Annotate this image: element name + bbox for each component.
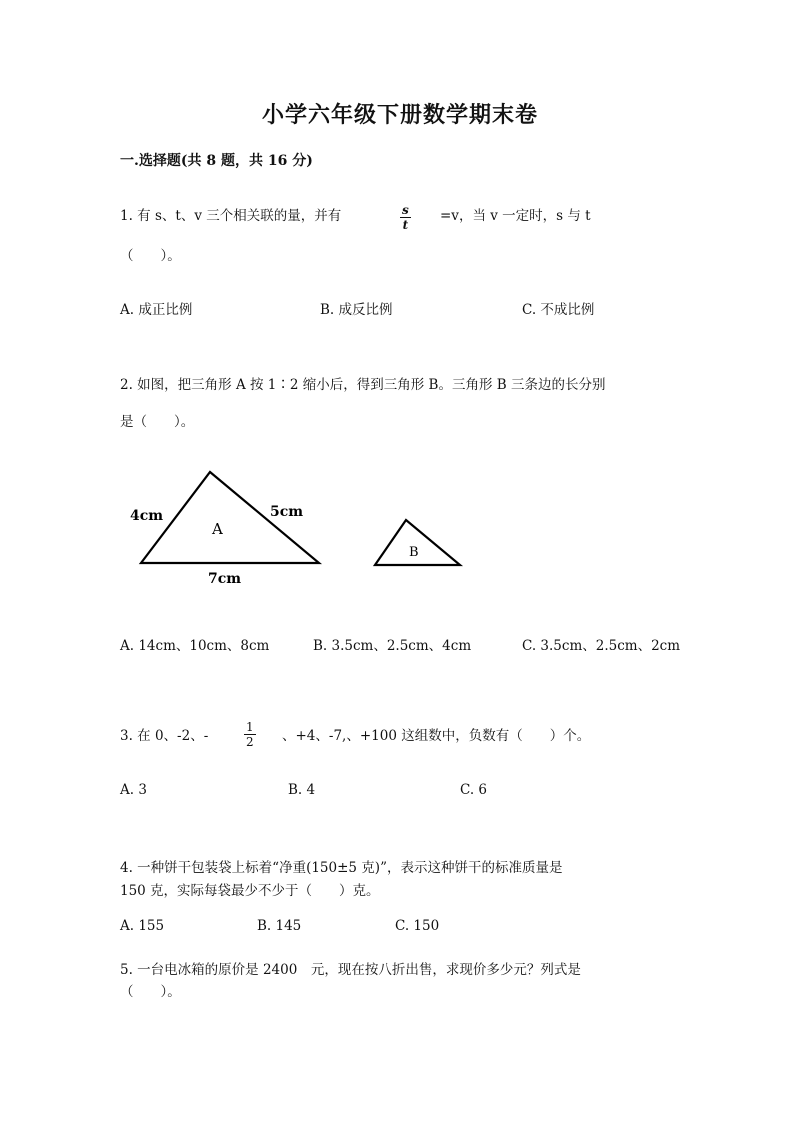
q1-blank: （ ）。: [120, 248, 181, 264]
q1-text-post: =v，当 v 一定时，s 与 t: [440, 208, 591, 224]
triangle-a-side-right: 5cm: [270, 504, 304, 520]
q3-fraction-denominator: 2: [246, 735, 254, 749]
q3-text-pre: 3. 在 0、-2、-: [120, 728, 209, 744]
triangle-a-side-left: 4cm: [130, 508, 164, 524]
q2-text-line1: 2. 如图，把三角形 A 按 1∶2 缩小后，得到三角形 B。三角形 B 三条边的长分别: [120, 377, 606, 393]
q4-option-a[interactable]: A. 155: [120, 918, 165, 934]
q4-option-c[interactable]: C. 150: [395, 918, 440, 934]
q4-text-line2: 150 克，实际每袋最少不少于（ ）克。: [120, 883, 380, 899]
q2-option-a[interactable]: A. 14cm、10cm、8cm: [120, 638, 270, 654]
q1-option-b[interactable]: B. 成反比例: [320, 302, 393, 318]
q5-text-line1: 5. 一台电冰箱的原价是 2400 元，现在按八折出售，求现价多少元？列式是: [120, 962, 581, 978]
q4-option-b[interactable]: B. 145: [257, 918, 302, 934]
q4-text-line1: 4. 一种饼干包装袋上标着“净重(150±5 克)”，表示这种饼干的标准质量是: [120, 860, 563, 876]
q3-fraction-numerator: 1: [246, 720, 254, 734]
q3-option-c[interactable]: C. 6: [460, 782, 488, 798]
q2-option-c[interactable]: C. 3.5cm、2.5cm、2cm: [522, 638, 681, 654]
q5-text-line2: （ ）。: [120, 984, 181, 1000]
q1-option-c[interactable]: C. 不成比例: [522, 302, 595, 318]
q3-fraction: [244, 716, 256, 749]
q1-fraction-numerator: s: [402, 203, 409, 217]
triangle-a-label: A: [212, 520, 223, 538]
triangle-a-side-bottom: 7cm: [208, 571, 242, 587]
q1-text-pre: 1. 有 s、t、v 三个相关联的量，并有: [120, 208, 342, 224]
q2-text-line2: 是（ ）。: [120, 414, 195, 430]
q3-text-post: 、+4、-7,、+100 这组数中，负数有（ ）个。: [282, 728, 591, 744]
section-heading: 一.选择题(共 8 题，共 16 分): [120, 153, 313, 169]
q3-option-b[interactable]: B. 4: [288, 782, 316, 798]
q2-option-b[interactable]: B. 3.5cm、2.5cm、4cm: [313, 638, 472, 654]
q1-fraction-denominator: t: [402, 218, 409, 232]
triangle-b-label: B: [409, 545, 419, 560]
page-title: 小学六年级下册数学期末卷: [261, 102, 538, 128]
q3-option-a[interactable]: A. 3: [120, 782, 147, 798]
q1-option-a[interactable]: A. 成正比例: [120, 302, 193, 318]
